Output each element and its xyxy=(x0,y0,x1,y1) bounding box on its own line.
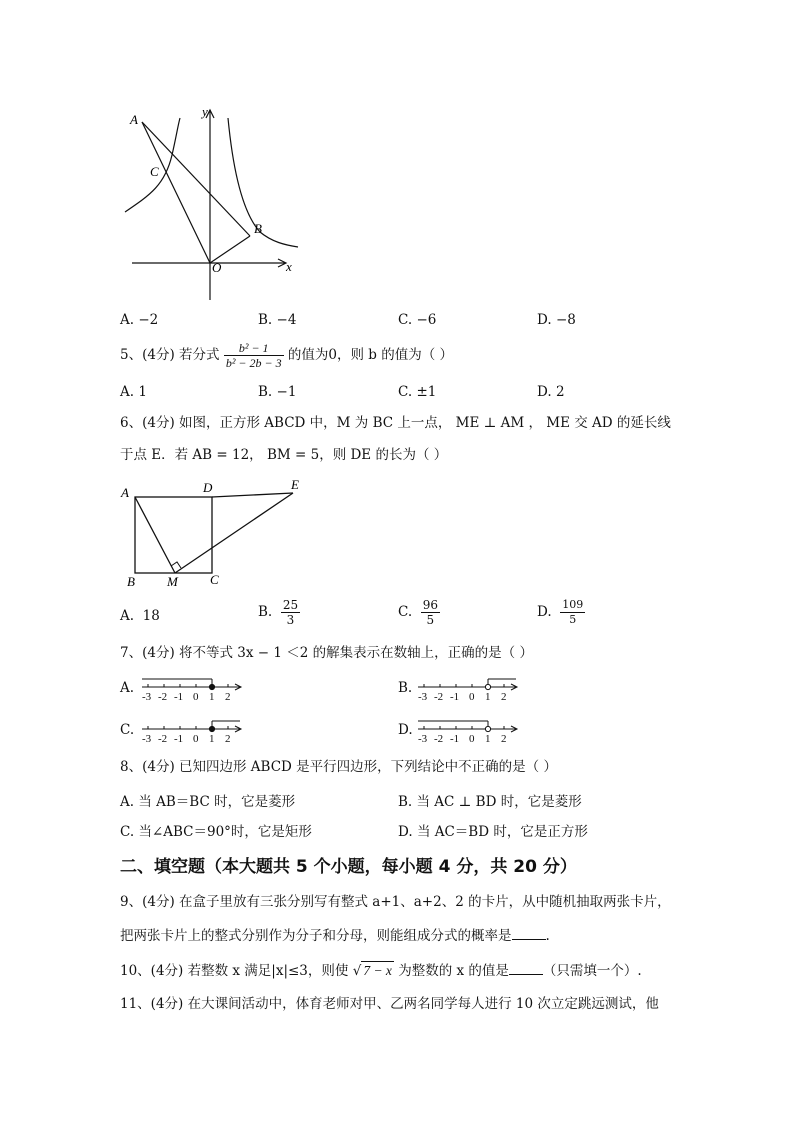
q7-option-c[interactable] xyxy=(120,722,134,738)
option-letter: B. xyxy=(258,312,273,328)
label-M: M xyxy=(167,574,178,589)
denominator: 5 xyxy=(569,613,577,626)
tick-label: 0 xyxy=(469,733,475,745)
denominator: 3 xyxy=(286,613,295,627)
q8-option-c[interactable] xyxy=(120,820,312,840)
q8-option-a[interactable] xyxy=(120,790,295,810)
q5-option-c[interactable] xyxy=(398,384,436,400)
tick-label: 1 xyxy=(209,691,215,703)
closed-endpoint xyxy=(209,684,214,689)
q6-stem-line1: 6、(4分) 如图，正方形 ABCD 中，M 为 BC 上一点， ME ⊥ AM ， ME 交 AD 的延长线 xyxy=(120,415,671,431)
q4-option-d[interactable] xyxy=(537,312,576,328)
numerator: 96 xyxy=(422,598,439,612)
label-E: E xyxy=(291,477,299,492)
option-text: 当∠ABC＝90°时，它是矩形 xyxy=(138,824,312,840)
option-letter: B. xyxy=(398,680,413,696)
option-text: −2 xyxy=(138,312,159,328)
label-A: A xyxy=(130,112,138,127)
option-text: −6 xyxy=(416,312,437,328)
denominator: 5 xyxy=(426,613,435,627)
q5-option-a[interactable] xyxy=(120,384,147,400)
q4-hyperbola-graph xyxy=(110,100,310,305)
q7-numberline-a xyxy=(140,676,250,704)
tick-label: 2 xyxy=(501,733,507,745)
tick-label: -3 xyxy=(418,733,428,745)
segment-AB xyxy=(142,122,250,236)
option-letter: C. xyxy=(120,824,135,840)
label-A: A xyxy=(121,485,129,500)
option-letter: A. xyxy=(120,384,135,400)
closed-endpoint xyxy=(209,726,214,731)
q5-option-d[interactable] xyxy=(537,384,565,400)
segment-AO xyxy=(142,122,210,263)
sqrt-sign: √ xyxy=(352,963,362,979)
q9-stem-line1: 9、(4分) 在盒子里放有三张分别写有整式 a+1、a+2、2 的卡片，从中随机抽取两张卡片， xyxy=(120,894,671,910)
q5-stem xyxy=(120,341,453,370)
q7-numberline-d xyxy=(416,718,526,746)
option-letter: D. xyxy=(537,384,552,400)
option-text: −8 xyxy=(555,312,576,328)
q6-square-figure xyxy=(115,475,315,590)
numerator: 25 xyxy=(282,598,299,612)
q11-stem-line1: 11、(4分) 在大课间活动中，体育老师对甲、乙两名同学每人进行 10 次立定跳远测试，他 xyxy=(120,996,659,1012)
tick-label: 2 xyxy=(225,733,231,745)
tick-label: 0 xyxy=(193,691,199,703)
option-fraction xyxy=(281,598,300,627)
tick-label: -1 xyxy=(174,733,184,745)
tick-label: -2 xyxy=(158,691,168,703)
q4-option-c[interactable] xyxy=(398,312,436,328)
open-endpoint xyxy=(485,684,490,689)
square-ABCD xyxy=(135,497,212,573)
q9-stem-line2 xyxy=(120,925,550,945)
q10-stem xyxy=(120,960,642,980)
label-B: B xyxy=(254,221,262,236)
q5-suffix: 的值为0，则 b 的值为（ ） xyxy=(287,347,454,363)
label-y: y xyxy=(202,104,208,119)
q7-stem: 7、(4分) 将不等式 3x − 1 ＜2 的解集表示在数轴上，正确的是（ ） xyxy=(120,645,533,661)
tick-label: -1 xyxy=(450,733,460,745)
option-letter: C. xyxy=(120,722,135,738)
option-text: 2 xyxy=(555,384,565,400)
option-text: 当 AC＝BD 时，它是正方形 xyxy=(416,824,588,840)
label-D: D xyxy=(203,480,213,495)
option-letter: A. xyxy=(120,794,135,810)
tick-label: -2 xyxy=(434,691,444,703)
q4-option-b[interactable] xyxy=(258,312,296,328)
tick-label: -3 xyxy=(418,691,428,703)
q8-option-b[interactable] xyxy=(398,790,582,810)
option-letter: C. xyxy=(398,384,413,400)
tick-label: 0 xyxy=(193,733,199,745)
tick-label: 1 xyxy=(209,733,215,745)
q10-suffix: （只需填一个）. xyxy=(542,963,642,979)
option-letter: D. xyxy=(398,722,413,738)
q9-line2-text: 把两张卡片上的整式分别作为分子和分母，则能组成分式的概率是 xyxy=(120,928,512,944)
segment-ME xyxy=(175,493,293,573)
open-endpoint xyxy=(485,726,490,731)
q6-option-a[interactable] xyxy=(120,608,160,624)
option-letter: A. xyxy=(120,608,135,624)
option-letter: C. xyxy=(398,312,413,328)
q7-numberline-b xyxy=(416,676,526,704)
option-text: 当 AC ⊥ BD 时，它是菱形 xyxy=(416,794,582,810)
q7-option-a[interactable] xyxy=(120,680,134,696)
label-O: O xyxy=(212,260,222,275)
option-letter: D. xyxy=(398,824,413,840)
q7-numberline-c xyxy=(140,718,250,746)
q8-stem: 8、(4分) 已知四边形 ABCD 是平行四边形，下列结论中不正确的是（ ） xyxy=(120,759,557,775)
q8-option-d[interactable] xyxy=(398,820,588,840)
option-letter: D. xyxy=(537,604,552,620)
tick-label: -1 xyxy=(174,691,184,703)
label-x: x xyxy=(286,259,292,274)
q6-stem-line2: 于点 E．若 AB = 12， BM = 5，则 DE 的长为（ ） xyxy=(120,447,448,463)
right-hyperbola-branch xyxy=(228,118,298,247)
option-letter: B. xyxy=(398,794,413,810)
q6-option-d[interactable] xyxy=(537,598,585,627)
option-letter: B. xyxy=(258,604,273,620)
tick-label: -2 xyxy=(434,733,444,745)
q5-prefix: 5、(4分) 若分式 xyxy=(120,347,220,363)
segment-AM xyxy=(135,497,175,573)
tick-label: 2 xyxy=(501,691,507,703)
segment-AE xyxy=(212,493,293,497)
tick-label: -1 xyxy=(450,691,460,703)
tick-label: 1 xyxy=(485,733,491,745)
q5-fraction xyxy=(224,341,284,370)
option-letter: B. xyxy=(258,384,273,400)
answer-blank[interactable] xyxy=(512,925,546,940)
q10-middle: 为整数的 x 的值是 xyxy=(398,963,509,979)
label-C: C xyxy=(210,572,219,587)
option-letter: A. xyxy=(120,312,135,328)
tick-label: 2 xyxy=(225,691,231,703)
option-text: ±1 xyxy=(416,384,437,400)
q6-option-c[interactable] xyxy=(398,598,440,627)
q5-fraction-denominator: b² − 2b − 3 xyxy=(225,356,282,370)
option-letter: D. xyxy=(537,312,552,328)
answer-blank[interactable] xyxy=(509,960,543,975)
option-fraction xyxy=(421,598,440,627)
q9-end: . xyxy=(545,928,550,944)
option-letter: A. xyxy=(120,680,135,696)
q4-option-a[interactable] xyxy=(120,312,158,328)
segment-OB xyxy=(210,236,250,263)
option-fraction xyxy=(560,598,585,627)
tick-label: -3 xyxy=(142,691,152,703)
label-B: B xyxy=(127,574,135,589)
option-text: −4 xyxy=(276,312,297,328)
q5-option-b[interactable] xyxy=(258,384,296,400)
tick-label: 1 xyxy=(485,691,491,703)
option-text: 当 AB＝BC 时，它是菱形 xyxy=(138,794,296,810)
label-C: C xyxy=(150,164,159,179)
q10-radicand: 7 − x xyxy=(363,963,392,978)
q10-prefix: 10、(4分) 若整数 x 满足|x|≤3，则使 xyxy=(120,963,349,979)
tick-label: 0 xyxy=(469,691,475,703)
tick-label: -2 xyxy=(158,733,168,745)
option-text: 1 xyxy=(138,384,147,400)
numerator: 109 xyxy=(562,598,584,611)
q7-option-b[interactable] xyxy=(398,680,412,696)
tick-label: -3 xyxy=(142,733,152,745)
option-text: −1 xyxy=(276,384,297,400)
q5-fraction-numerator: b² − 1 xyxy=(224,341,284,356)
option-text: 18 xyxy=(142,608,160,624)
q6-option-b[interactable] xyxy=(258,598,300,627)
option-letter: C. xyxy=(398,604,413,620)
section-title: 二、填空题（本大题共 5 个小题，每小题 4 分，共 20 分） xyxy=(120,857,577,877)
q7-option-d[interactable] xyxy=(398,722,413,738)
